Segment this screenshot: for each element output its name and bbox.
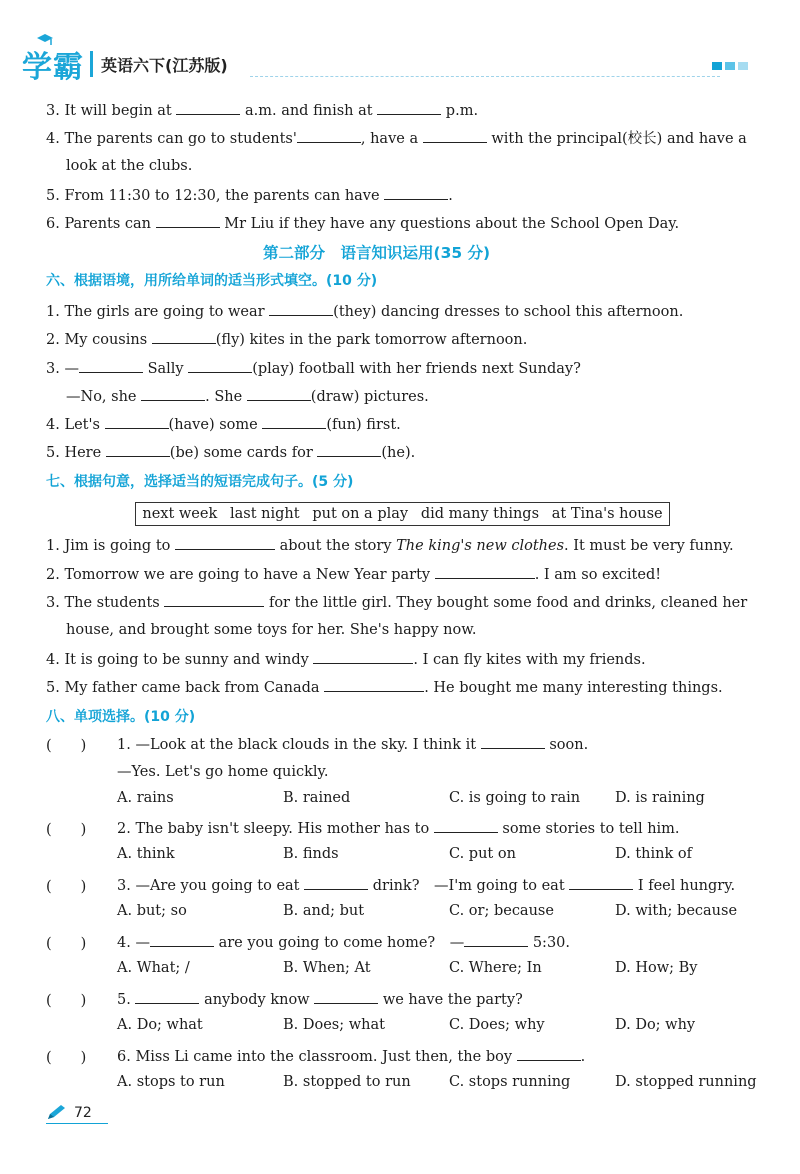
- s8-q4: 4. — are you going to come home? — 5:30.: [117, 932, 570, 953]
- answer-blank[interactable]: [377, 100, 441, 115]
- s8-q6: 6. Miss Li came into the classroom. Just then, the boy .: [117, 1046, 585, 1067]
- phrase-item: put on a play: [312, 506, 409, 522]
- pencil-icon: [46, 1103, 68, 1121]
- s6-q5: 5. Here (be) some cards for (he).: [46, 442, 415, 463]
- answer-blank[interactable]: [79, 358, 143, 373]
- answer-blank[interactable]: [384, 185, 448, 200]
- reading-q4: 4. The parents can go to students' , have a with the principal(校长) and have a: [46, 128, 747, 149]
- s6-q4: 4. Let's (have) some (fun) first.: [46, 414, 401, 435]
- answer-blank[interactable]: [105, 414, 169, 429]
- option-c[interactable]: C. Where; In: [449, 960, 542, 976]
- reading-q5: 5. From 11:30 to 12:30, the parents can have .: [46, 185, 453, 206]
- option-d[interactable]: D. think of: [615, 846, 692, 862]
- page-footer: [46, 1103, 92, 1121]
- option-b[interactable]: B. finds: [283, 846, 339, 862]
- answer-paren[interactable]: ( ): [46, 936, 87, 952]
- phrase-item: next week: [142, 506, 218, 522]
- logo-text: 学霸: [22, 50, 84, 85]
- answer-blank[interactable]: [517, 1046, 581, 1061]
- s7-q2: 2. Tomorrow we are going to have a New Year party . I am so excited!: [46, 564, 661, 585]
- page-header: [0, 0, 800, 90]
- answer-blank[interactable]: [247, 386, 311, 401]
- answer-blank[interactable]: [435, 564, 535, 579]
- s8-q1: 1. —Look at the black clouds in the sky. I think it soon.: [117, 734, 588, 755]
- header-square-3: [738, 62, 748, 70]
- answer-blank[interactable]: [464, 932, 528, 947]
- s6-q1: 1. The girls are going to wear (they) dancing dresses to school this afternoon.: [46, 301, 683, 322]
- part-title: 第二部分 语言知识运用(35 分): [263, 244, 491, 262]
- option-a[interactable]: A. What; /: [117, 960, 190, 976]
- option-d[interactable]: D. stopped running: [615, 1074, 757, 1090]
- s8-q2: 2. The baby isn't sleepy. His mother has to some stories to tell him.: [117, 818, 680, 839]
- option-b[interactable]: B. and; but: [283, 903, 365, 919]
- option-c[interactable]: C. stops running: [449, 1074, 571, 1090]
- answer-blank[interactable]: [324, 677, 424, 692]
- option-a[interactable]: A. Do; what: [117, 1017, 203, 1033]
- answer-paren[interactable]: ( ): [46, 738, 87, 754]
- answer-blank[interactable]: [304, 875, 368, 890]
- option-d[interactable]: D. Do; why: [615, 1017, 696, 1033]
- option-d[interactable]: D. is raining: [615, 790, 705, 806]
- answer-paren[interactable]: ( ): [46, 822, 87, 838]
- answer-blank[interactable]: [135, 989, 199, 1004]
- s6-q3: 3. — Sally (play) football with her friends next Sunday?: [46, 358, 581, 379]
- phrase-item: at Tina's house: [551, 506, 663, 522]
- option-b[interactable]: B. When; At: [283, 960, 371, 976]
- reading-q6: 6. Parents can Mr Liu if they have any questions about the School Open Day.: [46, 213, 679, 234]
- phrase-item: did many things: [420, 506, 540, 522]
- option-b[interactable]: B. rained: [283, 790, 351, 806]
- footer-rule: [46, 1123, 108, 1124]
- answer-blank[interactable]: [106, 442, 170, 457]
- option-a[interactable]: A. but; so: [117, 903, 187, 919]
- s8-q3: 3. —Are you going to eat drink? —I'm going to eat I feel hungry.: [117, 875, 735, 896]
- answer-blank[interactable]: [423, 128, 487, 143]
- answer-blank[interactable]: [297, 128, 361, 143]
- s7-q3: 3. The students for the little girl. They bought some food and drinks, cleaned her: [46, 592, 747, 613]
- answer-blank[interactable]: [481, 734, 545, 749]
- answer-paren[interactable]: ( ): [46, 1050, 87, 1066]
- answer-blank[interactable]: [150, 932, 214, 947]
- answer-blank[interactable]: [152, 329, 216, 344]
- answer-blank[interactable]: [156, 213, 220, 228]
- logo: [22, 42, 228, 86]
- phrase-item: last night: [230, 506, 300, 522]
- reading-q4-cont: look at the clubs.: [66, 158, 193, 174]
- option-d[interactable]: D. with; because: [615, 903, 738, 919]
- answer-blank[interactable]: [313, 649, 413, 664]
- header-rule: [250, 76, 720, 77]
- s7-q1: 1. Jim is going to about the story The king's new clothes. It must be very funny.: [46, 535, 734, 556]
- answer-blank[interactable]: [314, 989, 378, 1004]
- page-number: 72: [74, 1105, 92, 1121]
- option-a[interactable]: A. rains: [117, 790, 174, 806]
- option-a[interactable]: A. stops to run: [117, 1074, 225, 1090]
- option-c[interactable]: C. Does; why: [449, 1017, 545, 1033]
- option-c[interactable]: C. is going to rain: [449, 790, 581, 806]
- mortarboard-icon: [36, 32, 54, 48]
- answer-paren[interactable]: ( ): [46, 993, 87, 1009]
- option-c[interactable]: C. put on: [449, 846, 516, 862]
- answer-blank[interactable]: [317, 442, 381, 457]
- answer-blank[interactable]: [569, 875, 633, 890]
- answer-blank[interactable]: [176, 100, 240, 115]
- option-b[interactable]: B. stopped to run: [283, 1074, 411, 1090]
- answer-blank[interactable]: [175, 535, 275, 550]
- section-6-heading: 六、根据语境，用所给单词的适当形式填空。(10 分): [46, 273, 378, 289]
- reading-q3: 3. It will begin at a.m. and finish at p.m.: [46, 100, 478, 121]
- phrase-box: [135, 502, 670, 526]
- s8-q1-reply: —Yes. Let's go home quickly.: [117, 764, 329, 780]
- s8-q5: 5. anybody know we have the party?: [117, 989, 523, 1010]
- answer-paren[interactable]: ( ): [46, 879, 87, 895]
- logo-divider: [90, 51, 93, 77]
- s7-q4: 4. It is going to be sunny and windy . I can fly kites with my friends.: [46, 649, 646, 670]
- header-square-1: [712, 62, 722, 70]
- answer-blank[interactable]: [269, 301, 333, 316]
- option-c[interactable]: C. or; because: [449, 903, 554, 919]
- s7-q3-cont: house, and brought some toys for her. She's happy now.: [66, 622, 477, 638]
- s7-q5: 5. My father came back from Canada . He bought me many interesting things.: [46, 677, 723, 698]
- answer-blank[interactable]: [188, 358, 252, 373]
- answer-blank[interactable]: [434, 818, 498, 833]
- answer-blank[interactable]: [262, 414, 326, 429]
- option-b[interactable]: B. Does; what: [283, 1017, 385, 1033]
- answer-blank[interactable]: [164, 592, 264, 607]
- answer-blank[interactable]: [141, 386, 205, 401]
- s6-q2: 2. My cousins (fly) kites in the park tomorrow afternoon.: [46, 329, 527, 350]
- section-8-heading: 八、单项选择。(10 分): [46, 709, 196, 725]
- section-7-heading: 七、根据句意，选择适当的短语完成句子。(5 分): [46, 474, 354, 490]
- option-d[interactable]: D. How; By: [615, 960, 698, 976]
- book-title: 英语六下(江苏版): [101, 55, 228, 75]
- option-a[interactable]: A. think: [117, 846, 175, 862]
- s6-q3-reply: —No, she . She (draw) pictures.: [66, 386, 429, 407]
- header-square-2: [725, 62, 735, 70]
